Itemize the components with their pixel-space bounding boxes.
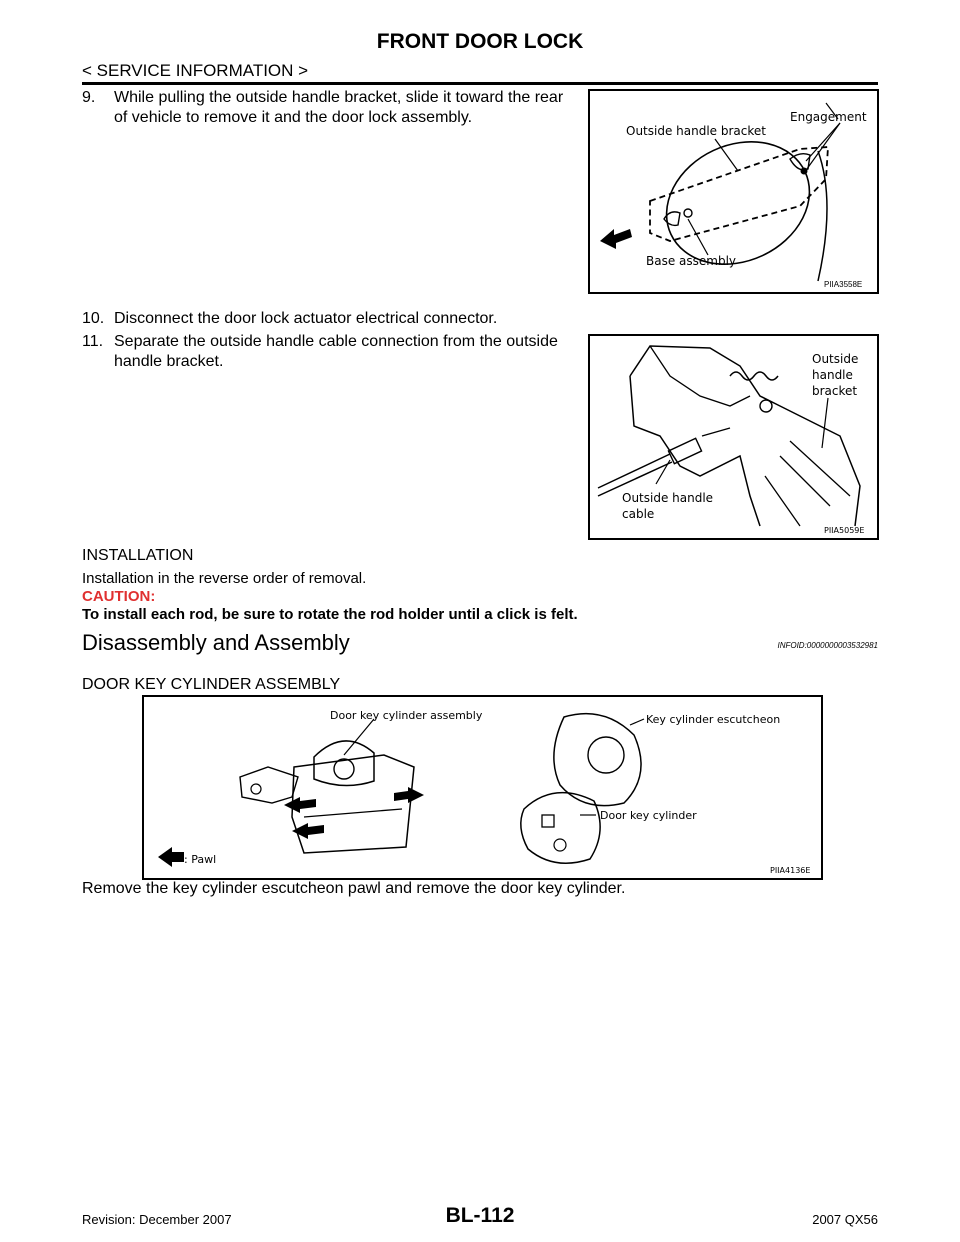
label-outside: Outside [812, 352, 859, 366]
step-10 [82, 309, 576, 329]
figure-outside-handle-bracket [588, 89, 879, 294]
step-number: 11. [82, 333, 104, 350]
label-engagement: Engagement [790, 110, 867, 124]
info-id: INFOID:0000000003532981 [777, 641, 878, 650]
label-key-cylinder-escutcheon: Key cylinder escutcheon [646, 713, 781, 726]
label-bracket: bracket [812, 384, 858, 398]
figure-id: PIIA3558E [824, 280, 863, 289]
installation-heading: INSTALLATION [82, 547, 194, 564]
label-door-key-cylinder-assembly: Door key cylinder assembly [330, 709, 483, 722]
step-number: 9. [82, 89, 96, 106]
caution-text: To install each rod, be sure to rotate the rod holder until a click is felt. [82, 606, 578, 623]
step-text: Separate the outside handle cable connection from the outside [114, 333, 558, 350]
label-handle: handle [812, 368, 853, 382]
step-text-continued: handle bracket. [114, 353, 224, 370]
step-text: Disconnect the door lock actuator electrical connector. [114, 310, 498, 327]
installation-text: Installation in the reverse order of removal. [82, 570, 367, 587]
caution-label: CAUTION: [82, 588, 156, 605]
page-title: FRONT DOOR LOCK [376, 30, 584, 53]
step-9 [82, 88, 576, 128]
page-number: BL-112 [445, 1204, 515, 1227]
figure-1-illustration [590, 91, 877, 292]
header-rule [82, 82, 878, 85]
figure-outside-handle-cable [588, 334, 879, 540]
disassembly-text: Remove the key cylinder escutcheon pawl and remove the door key cylinder. [82, 880, 626, 897]
figure-id: PIIA5059E [824, 526, 865, 535]
step-text: While pulling the outside handle bracket, slide it toward the rear [114, 89, 564, 106]
breadcrumb: < SERVICE INFORMATION > [82, 61, 309, 80]
figure-3-illustration [144, 697, 821, 878]
step-number: 10. [82, 310, 105, 327]
model-year: 2007 QX56 [812, 1212, 878, 1227]
step-11 [82, 332, 576, 372]
label-base-assembly: Base assembly [646, 254, 737, 268]
section-heading: Disassembly and Assembly [82, 630, 350, 655]
label-outside-handle-bracket: Outside handle bracket [626, 124, 766, 138]
label-door-key-cylinder: Door key cylinder [600, 809, 697, 822]
figure-2-illustration [590, 336, 877, 538]
step-text-continued: of vehicle to remove it and the door lock assembly. [114, 109, 473, 126]
label-pawl-legend: : Pawl [184, 853, 217, 866]
revision-date: Revision: December 2007 [82, 1212, 232, 1227]
label-outside-handle: Outside handle [622, 491, 714, 505]
figure-id: PIIA4136E [770, 866, 811, 875]
figure-door-key-cylinder [142, 695, 823, 880]
subsection-heading: DOOR KEY CYLINDER ASSEMBLY [82, 676, 341, 693]
label-cable: cable [622, 507, 655, 521]
